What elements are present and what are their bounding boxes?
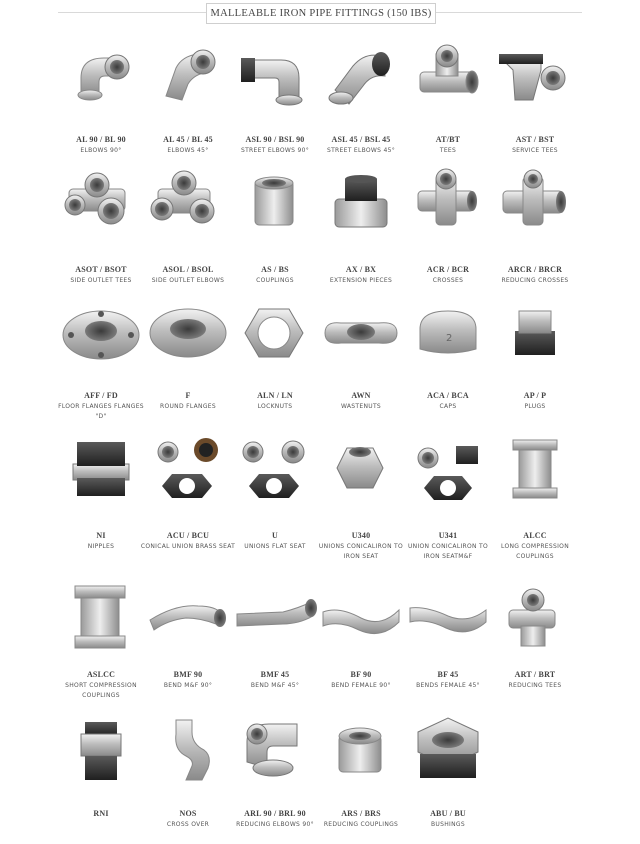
fitting-code: ASL 90 / BSL 90 [245, 135, 305, 144]
locknut-icon [232, 295, 318, 371]
fitting-code: ARL 90 / BRL 90 [244, 809, 306, 818]
fitting-description: TEES [439, 147, 457, 154]
long-compression-coupling-icon [492, 430, 578, 506]
fitting-code: AL 90 / BL 90 [76, 135, 126, 144]
fitting-code: ACU / BCU [166, 531, 210, 540]
short-compression-coupling-icon [58, 578, 144, 654]
coupling-icon [232, 165, 318, 241]
fitting-item [58, 710, 144, 830]
fitting-description: CROSS OVER [166, 821, 210, 828]
fitting-item [145, 710, 231, 830]
union-mf-icon [405, 430, 491, 506]
fitting-description: REDUCING ELBOWS 90° [236, 821, 314, 828]
fitting-code: U340 [351, 531, 371, 540]
fitting-item [232, 430, 318, 550]
street-elbow-45-icon [318, 40, 404, 116]
fitting-description: BUSHINGS [431, 821, 465, 828]
plug-icon [492, 295, 578, 371]
bend-female-45-icon [405, 578, 491, 654]
bend-female-90-icon [318, 578, 404, 654]
fitting-item [318, 430, 404, 560]
street-elbow-90-icon [232, 40, 318, 116]
fitting-description: CONICAL UNION BRASS SEAT [140, 543, 236, 550]
fitting-code: ASL 45 / BSL 45 [331, 135, 391, 144]
floor-flange-icon [58, 295, 144, 371]
fitting-item [58, 430, 144, 550]
fitting-item [492, 430, 578, 560]
fitting-code: ABU / BU [430, 809, 466, 818]
fitting-item [405, 430, 491, 560]
fitting-description: EXTENSION PIECES [329, 277, 393, 284]
bushing-icon [405, 710, 491, 786]
cap-icon [405, 295, 491, 371]
reducing-tee-icon [492, 578, 578, 654]
elbow-45-icon [145, 40, 231, 116]
fitting-description: REDUCING TEES [508, 682, 562, 689]
fitting-description: UNIONS FLAT SEAT [244, 543, 306, 550]
fitting-item [58, 295, 144, 420]
fitting-code: AFF / FD [84, 391, 118, 400]
fitting-description: COUPLINGS [256, 277, 294, 284]
side-outlet-tee-icon [58, 165, 144, 241]
union-flat-icon [232, 430, 318, 506]
fitting-description: SERVICE TEES [512, 147, 558, 154]
fitting-item [145, 578, 231, 698]
fitting-code: U341 [438, 531, 458, 540]
fitting-code: AX / BX [345, 265, 377, 274]
fitting-item [145, 40, 231, 160]
fitting-description: LOCKNUTS [257, 403, 293, 410]
fitting-item [318, 710, 404, 830]
fitting-code: ART / BRT [514, 670, 556, 679]
fitting-code: ACR / BCR [426, 265, 470, 274]
fitting-description: LONG COMPRESSION COUPLINGS [501, 543, 569, 560]
fitting-description: PLUGS [524, 403, 546, 410]
nipple-icon [58, 430, 144, 506]
fitting-description: SHORT COMPRESSION COUPLINGS [65, 682, 137, 699]
cross-icon [405, 165, 491, 241]
bend-mf-45-icon [232, 578, 318, 654]
fitting-item [140, 430, 236, 550]
fitting-description: SIDE OUTLET ELBOWS [151, 277, 225, 284]
fitting-item [232, 578, 318, 698]
fitting-description: CROSSES [432, 277, 464, 284]
fitting-description: REDUCING CROSSES [501, 277, 569, 284]
reducing-coupling-icon [318, 710, 404, 786]
fitting-code: AP / P [523, 391, 547, 400]
fitting-description: SIDE OUTLET TEES [70, 277, 132, 284]
round-flange-icon [145, 295, 231, 371]
fitting-code: U [272, 531, 278, 540]
fitting-item [492, 40, 578, 160]
fitting-code: BF 90 [350, 670, 372, 679]
fitting-code: F [185, 391, 191, 400]
wastenut-icon [318, 295, 404, 371]
fitting-item [232, 710, 318, 830]
bend-mf-90-icon [145, 578, 231, 654]
fitting-item [145, 165, 231, 285]
side-outlet-elbow-icon [145, 165, 231, 241]
fitting-item [405, 165, 491, 285]
fitting-item [405, 710, 491, 830]
page-title: MALLEABLE IRON PIPE FITTINGS (150 IBS) [206, 3, 436, 24]
fitting-code: BMF 45 [260, 670, 290, 679]
header-rule-right [434, 12, 582, 13]
fitting-description: ELBOWS 90° [80, 147, 122, 154]
fitting-code: BMF 90 [173, 670, 203, 679]
fitting-code: NOS [179, 809, 197, 818]
fitting-description: WASTENUTS [340, 403, 382, 410]
fitting-description: STREET ELBOWS 90° [240, 147, 310, 154]
fitting-code: ALCC [523, 531, 547, 540]
fitting-item [232, 40, 318, 160]
header-rule-left [58, 12, 206, 13]
fitting-code: ALN / LN [257, 391, 293, 400]
fitting-description: REDUCING COUPLINGS [323, 821, 399, 828]
reducing-cross-icon [492, 165, 578, 241]
fitting-description: CAPS [439, 403, 457, 410]
fitting-description: ELBOWS 45° [167, 147, 209, 154]
fitting-description: FLOOR FLANGES FLANGES "D" [58, 403, 144, 420]
fitting-item [58, 40, 144, 160]
reducing-elbow-icon [232, 710, 318, 786]
fitting-description: BENDS FEMALE 45° [416, 682, 480, 689]
fitting-code: AST / BST [515, 135, 555, 144]
fitting-item [58, 578, 144, 698]
fitting-item [318, 165, 404, 285]
fitting-description: UNIONS CONICALIRON TO IRON SEAT [318, 543, 404, 560]
fitting-description: NIPPLES [87, 543, 115, 550]
fitting-item [318, 40, 404, 160]
fitting-description: BEND FEMALE 90° [331, 682, 391, 689]
fitting-item [58, 165, 144, 285]
fitting-description: BEND M&F 90° [163, 682, 213, 689]
fitting-item [492, 295, 578, 415]
reducing-nipple-icon [58, 710, 144, 786]
svg-text:2: 2 [446, 333, 453, 344]
fitting-item [492, 165, 578, 285]
fitting-code: ASLCC [86, 670, 116, 679]
fitting-code: ARCR / BRCR [507, 265, 563, 274]
elbow-90-icon [58, 40, 144, 116]
extension-piece-icon [318, 165, 404, 241]
fitting-code: RNI [93, 809, 109, 818]
union-iron-seat-icon [318, 430, 404, 506]
conical-union-icon [145, 430, 231, 506]
tee-icon [405, 40, 491, 116]
fitting-item [232, 295, 318, 415]
fitting-code: AWN [351, 391, 371, 400]
fitting-code: ACA / BCA [427, 391, 469, 400]
fitting-item [318, 295, 404, 415]
fitting-code: NI [96, 531, 106, 540]
fitting-item [145, 295, 231, 415]
fitting-item [405, 578, 491, 698]
fitting-code: ASOT / BSOT [75, 265, 127, 274]
fitting-description: UNION CONICALIRON TO IRON SEATM&F [407, 543, 489, 560]
fitting-code: ARS / BRS [341, 809, 381, 818]
fitting-item [492, 578, 578, 698]
fitting-code: AS / BS [261, 265, 289, 274]
fitting-description: BEND M&F 45° [250, 682, 300, 689]
fitting-item [405, 295, 491, 415]
fitting-description: STREET ELBOWS 45° [326, 147, 396, 154]
fitting-code: AL 45 / BL 45 [163, 135, 213, 144]
fitting-item [405, 40, 491, 160]
fitting-code: ASOL / BSOL [162, 265, 214, 274]
cross-over-icon [145, 710, 231, 786]
service-tee-icon [492, 40, 578, 116]
fitting-code: AT/BT [435, 135, 461, 144]
fitting-description: ROUND FLANGES [160, 403, 216, 410]
fitting-code: BF 45 [437, 670, 459, 679]
fitting-item [232, 165, 318, 285]
fitting-item [318, 578, 404, 698]
